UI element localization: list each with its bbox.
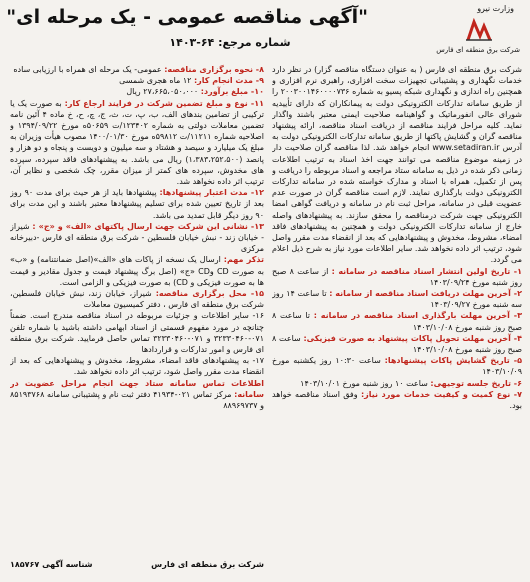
schedule-item-7: ۷- نوع کمیت و کیفیت خدمات مورد نیاز: وفق اسناد مناقصه خواهد بود. [272,389,522,411]
work-duration: ۹- مدت انجام کار: ۱۲ ماه هجری شمسی [119,76,264,86]
venue-section: ۱۵- محل برگزاری مناقصه: شیراز، خیابان زند، نبش خیابان فلسطین، شرکت برق منطقه ای فارس ، دفتر کمیسیون معاملات [10,289,264,310]
right-column [272,64,522,576]
reference-number: شماره مرجع: ۶۴-۱۴۰۳ [169,36,291,49]
page-title: "آگهی مناقصه عمومی - یک مرحله ای" [6,6,368,28]
schedule-item-1: ۱- تاریخ اولین انتشار اسناد مناقصه در سامانه : از ساعت ۸ صبح روز شنبه مورخ ۱۴۰۳/۰۹/۲۴ [272,266,522,287]
contact-section: اطلاعات تماس سامانه ستاد جهت انجام مراحل عضویت در سامانه: مرکز تماس ۰۲۱-۴۱۹۳۴ دفتر ثبت نام و پشتیبانی سامانه ۸۵۱۹۳۷۶۸ و ۸۸۹۶۹۷۳۷ [10,378,264,411]
other-info: ۱۶- سایر اطلاعات و جزئیات مربوطه در اسناد مناقصه مندرج است. ضمناً چنانچه در مورد مفهوم قسمتی از اسناد ابهامی داشته باشید با شماره تلفن ۰۷۱-۳۲۳۳۰۴۶۰ و ۰۷۱-۳۲۳۳۰۴۶۰ تماس حاصل فرمایید. شرکت برق منطقه ای فارس و امور تدارکات و قراردادها [10,311,264,355]
logo-mark-icon [464,18,494,44]
logo-company-name: شرکت برق منطقه ای فارس [436,46,520,54]
ministry-label: وزارت نیرو [477,4,514,13]
ad-id: شناسه آگهی ۱۸۵۷۶۷ [10,560,93,569]
schedule-item-3: ۳- آخرین مهلت بارگذاری اسناد مناقصه در سامانه : تا ساعت ۸ صبح روز شنبه مورخ ۱۴۰۳/۱۰/۰۸ [272,311,522,332]
schedule-item-6: ۶- تاریخ جلسه توجیهی: ساعت ۱۰ روز شنبه مورخ ۱۴۰۳/۱۰/۰۱ [300,378,522,388]
left-column [10,64,264,576]
important-note: تذکر مهم: ارسال یک نسخه از پاکات های «الف»(اصل ضمانتنامه) و «ب» به صورت CD وCD «ج» (اصل برگ پیشنهاد قیمت و جدول مقادیر و قیمت ها به صورت فیزیکی و CD) به صورت فیزیکی و الزامی است. [10,255,264,287]
intro-paragraph: شرکت برق منطقه ای فارس ( به عنوان دستگاه مناقصه گزار) در نظر دارد خدمات نگهداری و پشتیبانی تجهیزات سخت افزاری، راهبری نرم افزاری و همچنین راه اندازی و نگهداری شبکه پسیو به شماره ۲۰۰۳۰۰۱۴۶۰۰۰۰۷۳۶ را از طریق سامانه تدارکات الکترونیکی دولت به پیمانکاران که دارای تأییدیه شورای عالی انفورماتیک و گواهینامه صلاحیت ایمنی معتبر باشند واگذار نماید. کلیه مراحل فرایند مناقصه از دریافت اسناد مناقصه، ارائه پیشنهاد مناقصه گران و گشایش پاکتها از طریق سامانه تدارکات الکترونیکی دولت به آدرس www.setadiran.ir انجام خواهد شد. لذا مناقصه گران صلاحیت دار در زمینه موضوع مناقصه می توانند جهت اخذ اسناد به ترتیب اطلاعات زمانی ذکر شده در ذیل به سامانه ستاد مراجعه و اسناد مربوطه را دریافت و پس از تکمیل، همراه با اسناد و مدارک خواسته شده در سامانه تدارکات الکترونیکی دولت بارگذاری نمایند. لازم است مناقصه گران در صورت عدم عضویت قبلی در سامانه، مراحل ثبت نام در سامانه و دریافت گواهی امضا الکترونیکی جهت شرکت درمناقصه را محقق سازند. به پیشنهادهای واصله خارج از سامانه تدارکات الکترونیکی دولت و همچنین به پیشنهادهای فاقد امضاء، مشروط، مخدوش و پیشنهادهایی که بعد از انقضاء مدت مقرر واصل شود، ترتیب اثر داده نخواهد شد. سایر اطلاعات مورد نیاز به شرح ذیل اعلام می گردد. [272,65,522,265]
company-logo [438,4,520,58]
footer [10,560,264,569]
schedule-item-5: ۵- تاریخ گشایش پاکات پیشنهادها: ساعت ۱۰:۳۰ روز یکشنبه مورخ ۱۴۰۳/۱۰/۰۹ [272,356,522,377]
footer-company: شرکت برق منطقه ای فارس [151,560,264,569]
validity-section: ۱۲- مدت اعتبار پیشنهادها: پیشنهادها باید از هر حیث برای مدت ۹۰ روز بعد از تاریخ تعیین شده برای تسلیم پیشنهادها معتبر باشند و این مدت برای ۹۰ روز دیگر قابل تمدید می باشد. [10,188,264,220]
header [0,0,530,62]
tender-method: ۸- نحوه برگزاری مناقصه: عمومی- یک مرحله ای همراه با ارزیابی ساده [13,65,264,74]
schedule-item-4: ۴- آخرین مهلت تحویل پاکات پیشنهاد به صورت فیزیکی: ساعت ۸ صبح روز شنبه مورخ ۱۴۰۳/۱۰/۰۸ [272,333,522,355]
address-section: ۱۳- نشانی این شرکت جهت ارسال پاکتهای «الف» و «ج» : شیراز - خیابان زند - نبش خیابان فلسطین - شرکت برق منطقه ای فارس -دبیرخانه مرکزی [10,221,264,254]
estimated-amount: ۱۰- مبلغ برآورد: ۲۷،۶۶۵،۰۵۰،۰۰۰ ریال [126,87,264,97]
rejection-note: ۱۷- به پیشنهادهای فاقد امضاء، مشروط، مخدوش و پیشنهادهایی که بعد از انقضاء مدت مقرر واصل شود، ترتیب اثر داده نخواهد شد. [10,356,264,377]
guarantee-section: ۱۱- نوع و مبلغ تضمین شرکت در فرایند ارجاع کار: به صورت یک یا ترکیبی از تضامین بندهای الف، ب، پ، ت، ث، ج، چ، ح، خ ماده ۴ آئین نامه تضمین معاملات دولتی به شماره ۱۲۳۴۰۲/ت ۵۰۶۵۹ه مورخ ۱۳۹۴/۰۹/۲۲ و اصلاحیه شماره ۱۱۲۱۱/ت ۵۹۸۱۲ه مورخ ۱۴۰۰/۰۱/۳۰ مصوب هیأت وزیران به مبلغ یک میلیارد و سیصد و هشتاد و سه میلیون و دویست و پنجاه و دو هزار و پانصد (۱،۳۸۳،۲۵۲،۵۰۰) ریال می باشد. به پیشنهادهای فاقد سپرده، سپرده های مخدوش، سپرده های کمتر از میزان مقرر، چک شخصی و نظایر آن، ترتیب اثر داده نخواهد شد. [10,98,264,187]
schedule-item-2: ۲- آخرین مهلت دریافت اسناد مناقصه از سامانه : تا ساعت ۱۴ روز سه شنبه مورخ ۱۴۰۳/۰۹/۲۷ [272,289,522,310]
